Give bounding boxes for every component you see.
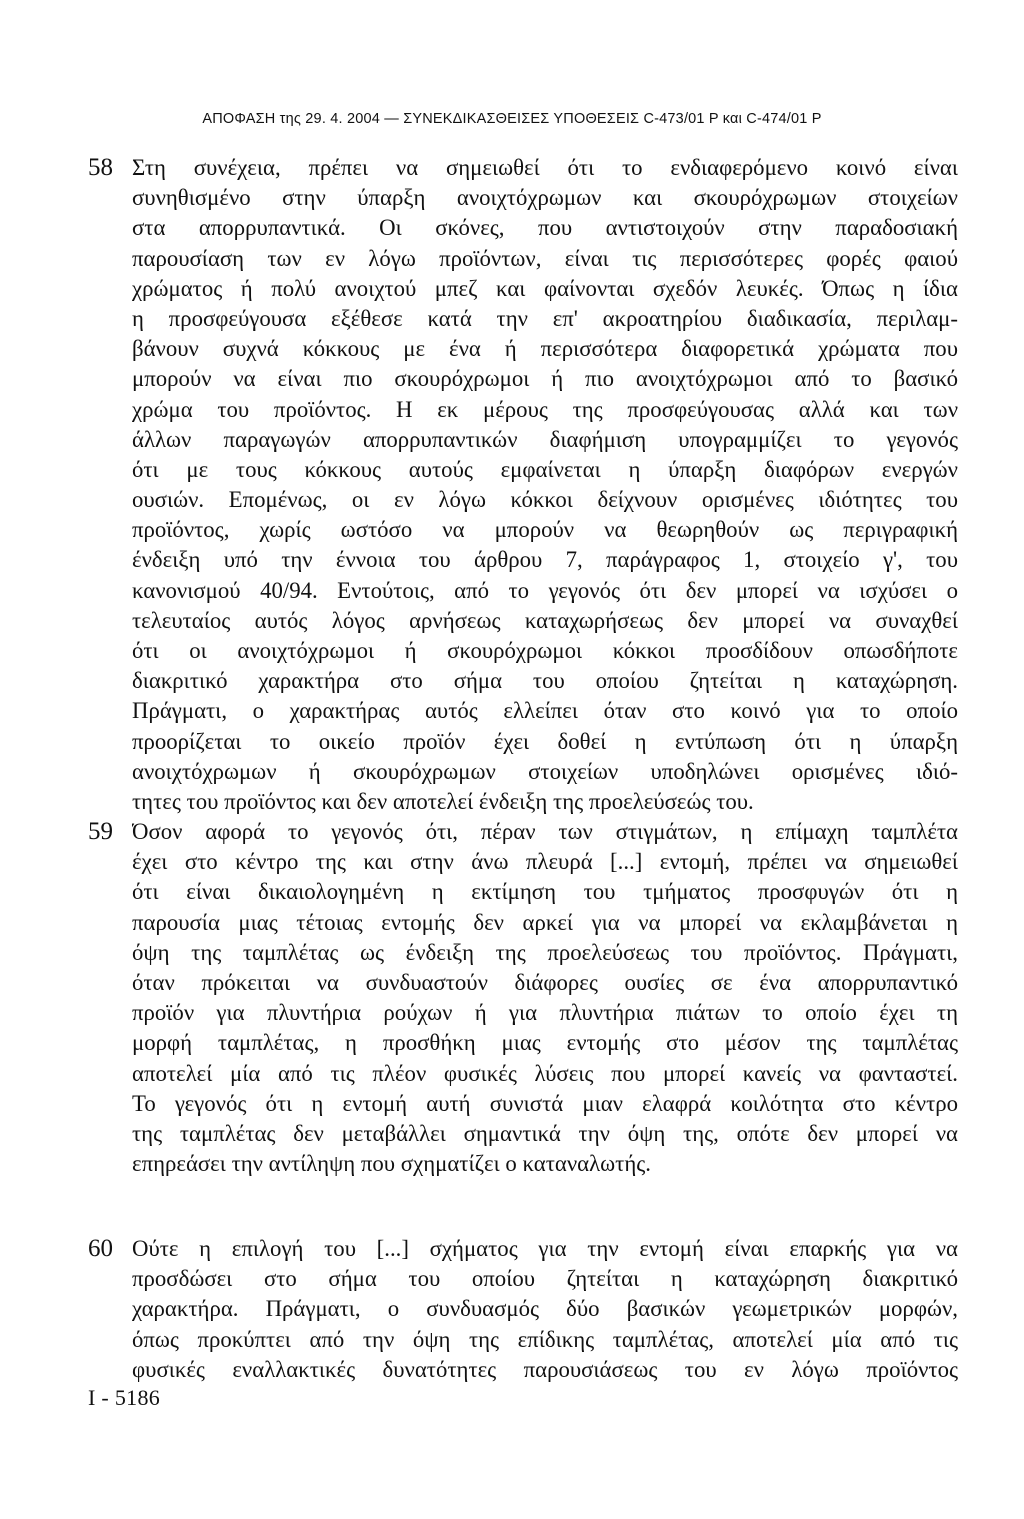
text-line: προορίζεται το οικείο προϊόν έχει δοθεί η εντύπωση ότι η ύπαρξη [132, 728, 958, 754]
text-line: αποτελεί μία από τις πλέον φυσικές λύσεις που μπορεί κανείς να φανταστεί. [132, 1060, 958, 1086]
text-line: στα απορρυπαντικά. Οι σκόνες, που αντιστοιχούν στην παραδοσιακή [132, 215, 958, 241]
text-line: ότι οι ανοιχτόχρωμοι ή σκουρόχρωμοι κόκκοι προσδίδουν οπωσδήποτε [132, 638, 958, 663]
paragraph-body [132, 153, 958, 817]
text-line: Το γεγονός ότι η εντομή αυτή συνιστά μιαν ελαφρά κοιλότητα στο κέντρο [132, 1090, 958, 1116]
text-line: χρώμα του προϊόντος. Η εκ μέρους της προσφεύγουσας αλλά και των [132, 396, 958, 422]
text-line: Όσον αφορά το γεγονός ότι, πέραν των στιγμάτων, η επίμαχη ταμπλέτα [132, 819, 958, 844]
text-line: χρώματος ή πολύ ανοιχτού μπεζ και φαίνονται σχεδόν λευκές. Όπως η ίδια [132, 275, 958, 301]
paragraph-number: 60 [88, 1235, 113, 1262]
text-line: τελευταίος αυτός λόγος αρνήσεως καταχωρήσεως δεν μπορεί να συναχθεί [132, 607, 958, 633]
page-number: I - 5186 [88, 1385, 161, 1410]
text-line: ότι είναι δικαιολογημένη η εκτίμηση του τμήματος προσφυγών ότι η [132, 879, 958, 905]
text-line: προϊόντος, χωρίς ωστόσο να μπορούν να θεωρηθούν ως περιγραφική [132, 517, 958, 543]
text-line: της ταμπλέτας δεν μεταβάλλει σημαντικά την όψη της, οπότε δεν μπορεί να [132, 1120, 958, 1146]
text-line: ανοιχτόχρωμων ή σκουρόχρωμων στοιχείων υποδηλώνει ορισμένες ιδιό- [132, 758, 958, 784]
text-line: φυσικές εναλλακτικές δυνατότητες παρουσιάσεως του εν λόγω προϊόντος [132, 1356, 958, 1382]
text-line: βάνουν συχνά κόκκους με ένα ή περισσότερα διαφορετικά χρώματα που [132, 336, 958, 362]
text-line: έχει στο κέντρο της και στην άνω πλευρά [...] εντομή, πρέπει να σημειωθεί [132, 849, 958, 875]
text-line: μορφή ταμπλέτας, η προσθήκη μιας εντομής στο μέσον της ταμπλέτας [132, 1030, 958, 1056]
text-line: Πράγματι, ο χαρακτήρας αυτός ελλείπει όταν στο κοινό για το οποίο [132, 698, 958, 724]
text-line: όταν πρόκειται να συνδυαστούν διάφορες ουσίες σε ένα απορρυπαντικό [132, 969, 958, 995]
text-line: άλλων παραγωγών απορρυπαντικών διαφήμιση υπογραμμίζει το γεγονός [132, 426, 958, 452]
text-line: ότι με τους κόκκους αυτούς εμφαίνεται η ύπαρξη διαφόρων ενεργών [132, 456, 958, 482]
text-line: Στη συνέχεια, πρέπει να σημειωθεί ότι το ενδιαφερόμενο κοινό είναι [132, 155, 958, 180]
text-line: χαρακτήρα. Πράγματι, ο συνδυασμός δύο βασικών γεωμετρικών μορφών, [132, 1296, 958, 1322]
running-header: ΑΠΟΦΑΣΗ της 29. 4. 2004 — ΣΥΝΕΚΔΙΚΑΣΘΕΙΣΕΣ ΥΠΟΘΕΣΕΙΣ C-473/01 P και C-474/01 P [202, 111, 822, 127]
text-line: ένδειξη υπό την έννοια του άρθρου 7, παράγραφος 1, στοιχείο γ', του [132, 547, 958, 573]
text-line: όπως προκύπτει από την όψη της επίδικης ταμπλέτας, αποτελεί μία από τις [132, 1326, 958, 1352]
text-line: συνηθισμένο στην ύπαρξη ανοιχτόχρωμων και σκουρόχρωμων στοιχείων [132, 185, 958, 211]
text-line: τητες του προϊόντος και δεν αποτελεί ένδειξη της προελεύσεώς του. [132, 788, 754, 814]
text-line: παρουσίαση των εν λόγω προϊόντων, είναι τις περισσότερες φορές φαιού [132, 245, 958, 271]
text-line: διακριτικό χαρακτήρα στο σήμα του οποίου ζητείται η καταχώρηση. [132, 668, 958, 694]
text-line: κανονισμού 40/94. Εντούτοις, από το γεγονός ότι δεν μπορεί να ισχύσει ο [132, 577, 958, 603]
paragraph-number: 58 [88, 154, 113, 181]
text-line: προσδώσει στο σήμα του οποίου ζητείται η καταχώρηση διακριτικό [132, 1266, 958, 1292]
text-line: η προσφεύγουσα εξέθεσε κατά την επ' ακροατηρίου διαδικασία, περιλαμ- [132, 305, 958, 331]
text-line: προϊόν για πλυντήρια ρούχων ή για πλυντήρια πιάτων το οποίο έχει τη [132, 1000, 958, 1026]
paragraph-body [132, 1234, 958, 1385]
text-line: ουσιών. Επομένως, οι εν λόγω κόκκοι δείχνουν ορισμένες ιδιότητες του [132, 487, 958, 513]
text-line: μπορούν να είναι πιο σκουρόχρωμοι ή πιο ανοιχτόχρωμοι από το βασικό [132, 366, 958, 392]
paragraph-body [132, 817, 958, 1179]
text-line: Ούτε η επιλογή του [...] σχήματος για την εντομή είναι επαρκής για να [132, 1236, 958, 1261]
text-line: επηρεάσει την αντίληψη που σχηματίζει ο καταναλωτής. [132, 1151, 651, 1177]
text-line: όψη της ταμπλέτας ως ένδειξη της προελεύσεως του προϊόντος. Πράγματι, [132, 939, 958, 965]
paragraph-number: 59 [88, 818, 113, 845]
text-line: παρουσία μιας τέτοιας εντομής δεν αρκεί για να μπορεί να εκλαμβάνεται η [132, 909, 958, 935]
